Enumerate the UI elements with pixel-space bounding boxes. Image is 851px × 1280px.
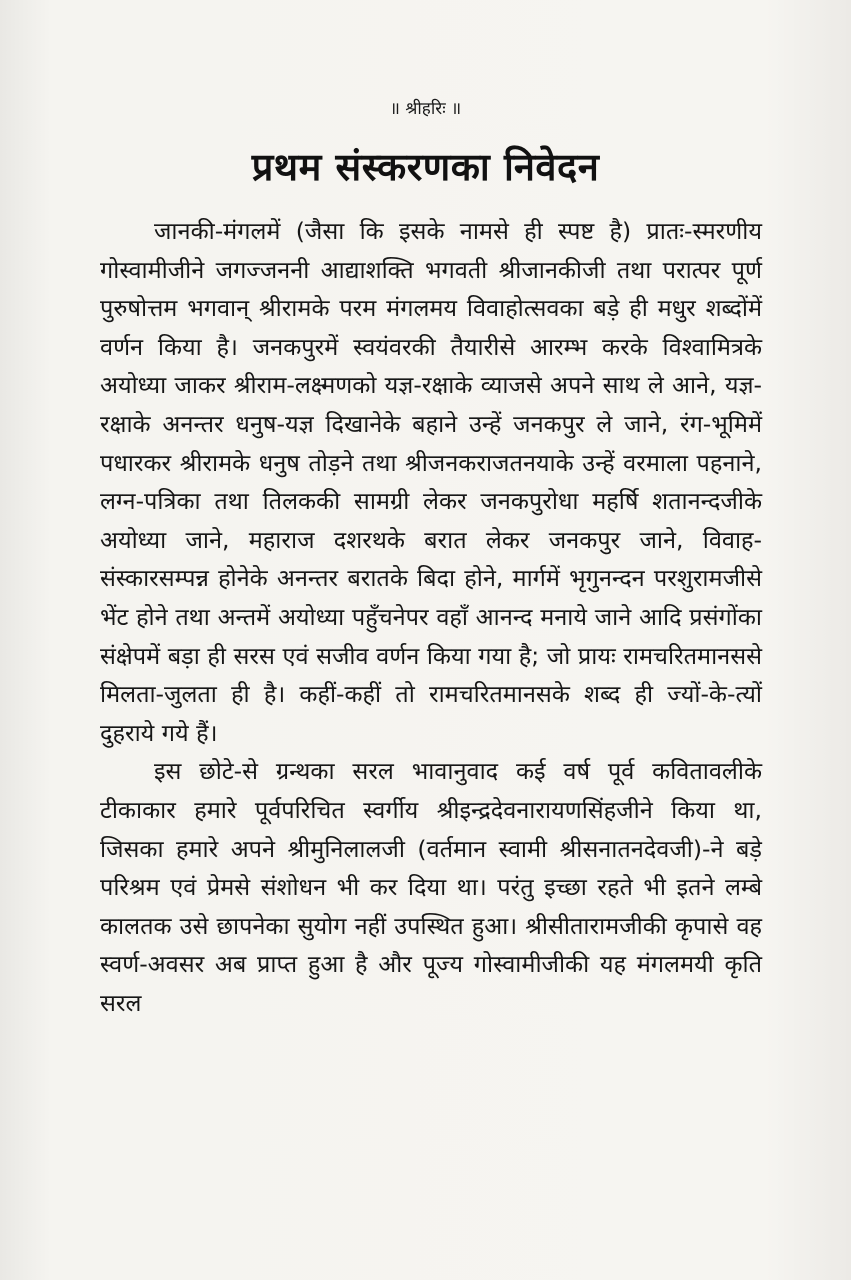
paragraph-2: इस छोटे-से ग्रन्थका सरल भावानुवाद कई वर्ष पूर्व कवितावलीके टीकाकार हमारे पूर्वपरिचित स्वर्गीय श्रीइन्द्रदेवनारायणसिंहजीने किया था, जिसका हमारे अपने श्रीमुनिलालजी (वर्तमान स्वामी श्रीसनातनदेवजी)-ने बड़े परिश्रम एवं प्रेमसे संशोधन भी कर दिया था। परंतु इच्छा रहते भी इतने लम्बे कालतक उसे छापनेका सुयोग नहीं उपस्थित हुआ। श्रीसीतारामजीकी कृपासे वह स्वर्ण-अवसर अब प्राप्त हुआ है और पूज्य गोस्वामीजीकी यह मंगलमयी कृति सरल xyxy=(100,757,762,1017)
invocation-header: ॥ श्रीहरिः ॥ xyxy=(389,99,462,119)
paragraph-1: जानकी-मंगलमें (जैसा कि इसके नामसे ही स्पष्ट है) प्रातः-स्मरणीय गोस्वामीजीने जगज्जननी आद्याशक्ति भगवती श्रीजानकीजी तथा परात्पर पूर्ण पुरुषोत्तम भगवान् श्रीरामके परम मंगलमय विवाहोत्सवका बड़े ही मधुर शब्दोंमें वर्णन किया है। जनकपुरमें स्वयंवरकी तैयारीसे आरम्भ करके विश्वामित्रके अयोध्या जाकर श्रीराम-लक्ष्मणको यज्ञ-रक्षाके व्याजसे अपने साथ ले आने, यज्ञ-रक्षाके अनन्तर धनुष-यज्ञ दिखानेके बहाने उन्हें जनकपुर ले जाने, रंग-भूमिमें पधारकर श्रीरामके धनुष तोड़ने तथा श्रीजनकराजतनयाके उन्हें वरमाला पहनाने, लग्न-पत्रिका तथा तिलककी सामग्री लेकर जनकपुरोधा महर्षि शतानन्दजीके अयोध्या जाने, महाराज दशरथके बरात लेकर जनकपुर जाने, विवाह-संस्कारसम्पन्न होनेके अनन्तर बरातके बिदा होने, मार्गमें भृगुनन्दन परशुरामजीसे भेंट होने तथा अन्तमें अयोध्या पहुँचनेपर वहाँ आनन्द मनाये जाने आदि प्रसंगोंका संक्षेपमें बड़ा ही सरस एवं सजीव वर्णन किया गया है; जो प्रायः रामचरितमानससे मिलता-जुलता ही है। कहीं-कहीं तो रामचरितमानसके शब्द ही ज्यों-के-त्यों दुहराये गये हैं। xyxy=(100,217,762,747)
body-text xyxy=(100,212,762,1022)
page-title: प्रथम संस्करणका निवेदन xyxy=(251,145,600,189)
